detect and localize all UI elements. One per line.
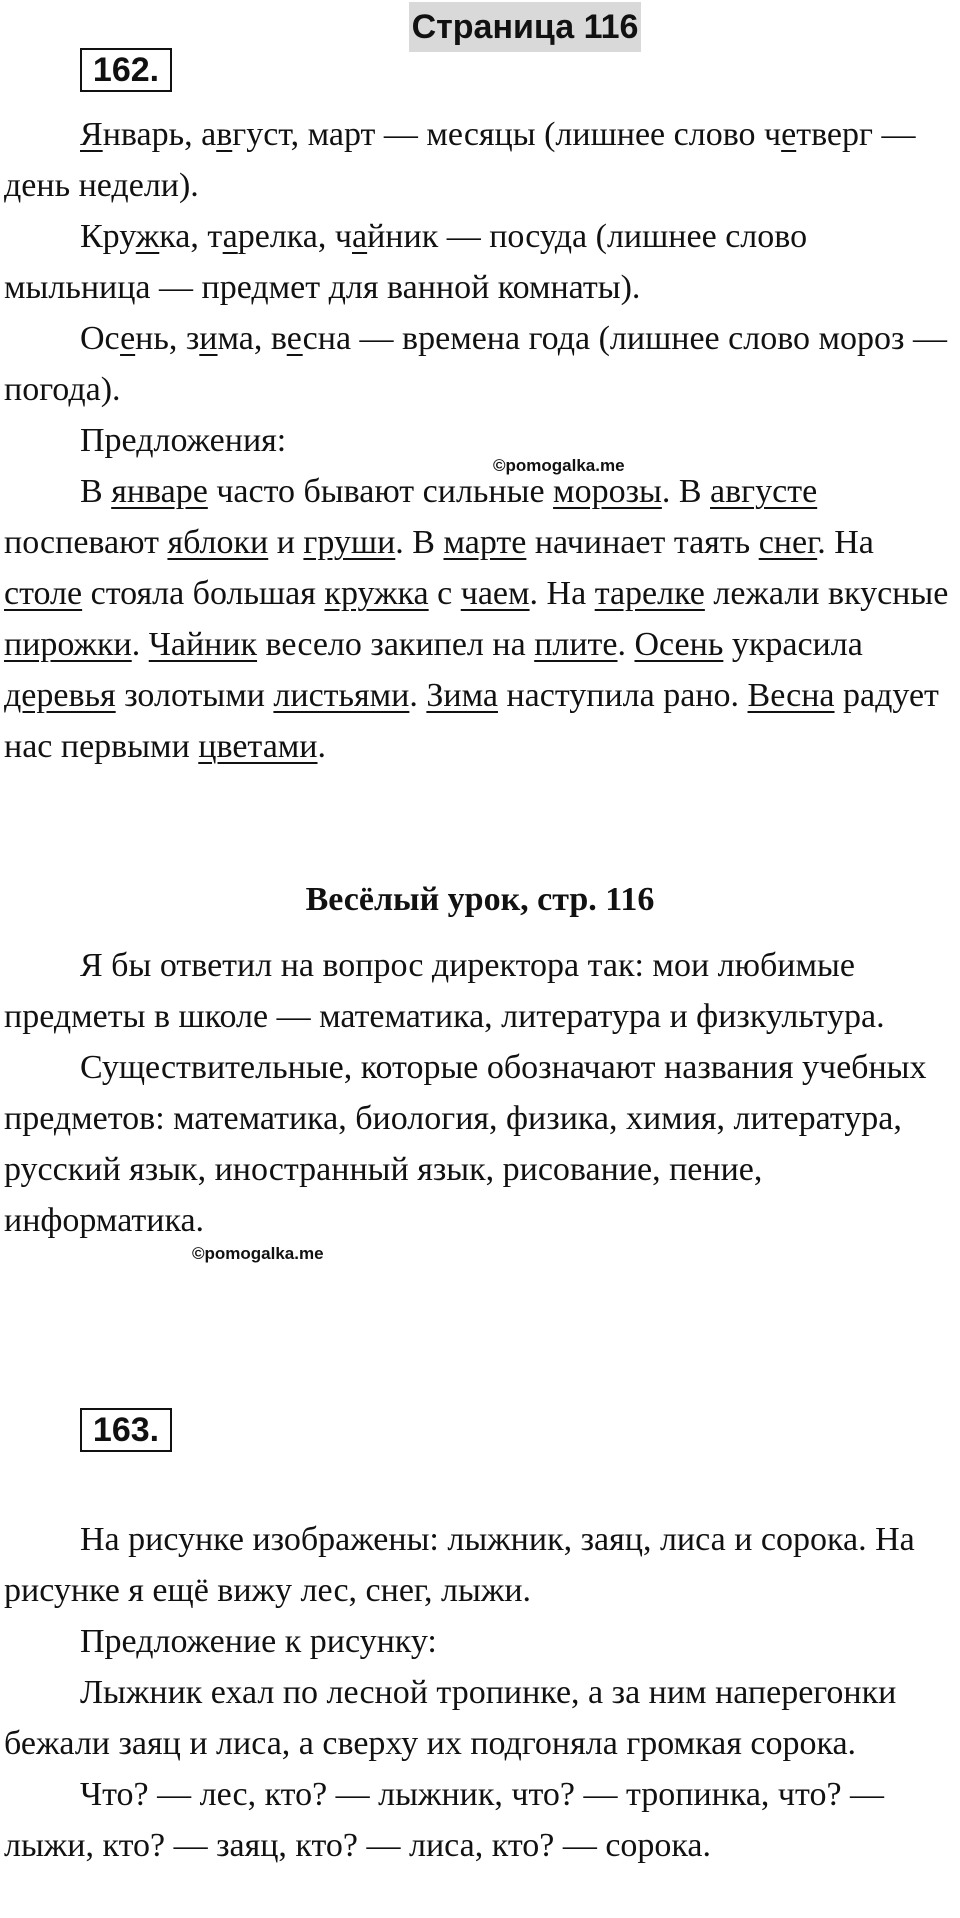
text-fragment: йник — посуда (лишнее слово мыльница — предмет для ванной комнаты). bbox=[4, 218, 808, 306]
underlined-word: е bbox=[781, 116, 797, 153]
text-fragment: наступила рано. bbox=[497, 677, 748, 714]
text-fragment: с bbox=[428, 575, 461, 612]
text-fragment: часто бывают сильные bbox=[207, 473, 554, 510]
underlined-word: и bbox=[199, 320, 218, 357]
text-fragment: стояла большая bbox=[82, 575, 325, 612]
text-fragment: золотыми bbox=[115, 677, 274, 714]
exercise-number-163: 163. bbox=[80, 1408, 172, 1452]
ex163-paragraph-4: Что? — лес, кто? — лыжник, что? — тропинка, что? — лыжи, кто? — заяц, кто? — лиса, кто? — сорока. bbox=[4, 1776, 885, 1864]
underlined-word: морозы bbox=[553, 473, 662, 510]
underlined-word: пирожки bbox=[4, 626, 132, 663]
text-fragment: Кру bbox=[80, 218, 136, 255]
text-fragment: ма, в bbox=[217, 320, 287, 357]
text-fragment: . bbox=[617, 626, 635, 663]
text-fragment: поспевают bbox=[4, 524, 168, 561]
underlined-word: е bbox=[120, 320, 136, 357]
underlined-word: Чайник bbox=[148, 626, 258, 663]
underlined-word: е bbox=[286, 320, 303, 357]
text-fragment: весело закипел на bbox=[257, 626, 535, 663]
text-fragment: . В bbox=[395, 524, 444, 561]
text-fragment: сна — времена года (лишнее слово мороз — погода). bbox=[4, 320, 947, 408]
underlined-word: Зима bbox=[426, 677, 498, 714]
underlined-word: марте bbox=[443, 524, 527, 561]
underlined-word: августе bbox=[710, 473, 818, 510]
underlined-word: Весна bbox=[747, 677, 835, 714]
underlined-word: цветами bbox=[198, 728, 318, 765]
ex162-line-2 bbox=[4, 211, 949, 313]
watermark: ©pomogalka.me bbox=[493, 456, 625, 475]
underlined-word: столе bbox=[4, 575, 83, 612]
text-fragment: Предложения: bbox=[80, 422, 287, 459]
text-fragment: . В bbox=[661, 473, 711, 510]
underlined-word: снег bbox=[758, 524, 818, 561]
underlined-word: в bbox=[216, 116, 233, 153]
funny-lesson-text bbox=[4, 940, 949, 1246]
text-fragment: и bbox=[268, 524, 304, 561]
underlined-word: Я bbox=[80, 116, 103, 153]
text-fragment: нварь, а bbox=[102, 116, 217, 153]
exercise-163-text bbox=[4, 1514, 949, 1871]
underlined-word: груши bbox=[303, 524, 396, 561]
text-fragment: . bbox=[131, 626, 149, 663]
ex163-paragraph-3: Лыжник ехал по лесной тропинке, а за ним наперегонки бежали заяц и лиса, а сверху их подгоняла громкая сорока. bbox=[4, 1674, 897, 1762]
exercise-number-162: 162. bbox=[80, 48, 172, 92]
text-fragment: Ос bbox=[80, 320, 121, 357]
underlined-word: Осень bbox=[634, 626, 724, 663]
page-title: Страница 116 bbox=[409, 2, 641, 52]
text-fragment: украсила bbox=[723, 626, 863, 663]
text-fragment: густ, март — месяцы (лишнее слово bbox=[232, 116, 765, 153]
text-fragment: радует нас первыми bbox=[4, 677, 939, 765]
text-fragment: . bbox=[317, 728, 326, 765]
underlined-word: плите bbox=[534, 626, 618, 663]
ex163-paragraph-1: На рисунке изображены: лыжник, заяц, лиса и сорока. На рисунке я ещё вижу лес, снег, лыжи. bbox=[4, 1521, 915, 1609]
underlined-word: а bbox=[222, 218, 238, 255]
text-fragment: начинает таять bbox=[526, 524, 759, 561]
funny-paragraph-2: Существительные, которые обозначают названия учебных предметов: математика, биология, физика, химия, литература, русский язык, иностранный язык, рисование, пение, информатика. bbox=[4, 1049, 927, 1239]
funny-paragraph-1: Я бы ответил на вопрос директора так: мои любимые предметы в школе — математика, литература и физкультура. bbox=[4, 947, 885, 1035]
text-fragment: . bbox=[409, 677, 427, 714]
underlined-word: кружка bbox=[324, 575, 429, 612]
underlined-word: чаем bbox=[460, 575, 530, 612]
underlined-word: яблоки bbox=[167, 524, 269, 561]
text-fragment: . На bbox=[817, 524, 874, 561]
underlined-word: ж bbox=[135, 218, 160, 255]
text-fragment: В bbox=[80, 473, 112, 510]
text-fragment: лежали вкусные bbox=[704, 575, 949, 612]
text-fragment: ка, т bbox=[159, 218, 223, 255]
text-fragment: ч bbox=[764, 116, 782, 153]
exercise-162-text bbox=[4, 109, 949, 772]
underlined-word: деревья bbox=[4, 677, 116, 714]
text-fragment: тверг — день недели). bbox=[4, 116, 916, 204]
text-fragment: нь, з bbox=[135, 320, 200, 357]
text-fragment: . На bbox=[529, 575, 595, 612]
ex162-sentences bbox=[4, 466, 949, 772]
underlined-word: а bbox=[352, 218, 368, 255]
text-fragment: релка, ч bbox=[237, 218, 353, 255]
underlined-word: тарелке bbox=[594, 575, 705, 612]
watermark: ©pomogalka.me bbox=[192, 1244, 324, 1263]
ex162-line-3 bbox=[4, 313, 949, 415]
underlined-word: листьями bbox=[273, 677, 410, 714]
ex163-paragraph-2: Предложение к рисунку: bbox=[80, 1623, 437, 1660]
underlined-word: январе bbox=[111, 473, 208, 510]
ex162-line-1 bbox=[4, 109, 949, 211]
ex162-line-4 bbox=[4, 415, 949, 466]
section-heading: Весёлый урок, стр. 116 bbox=[305, 881, 655, 918]
